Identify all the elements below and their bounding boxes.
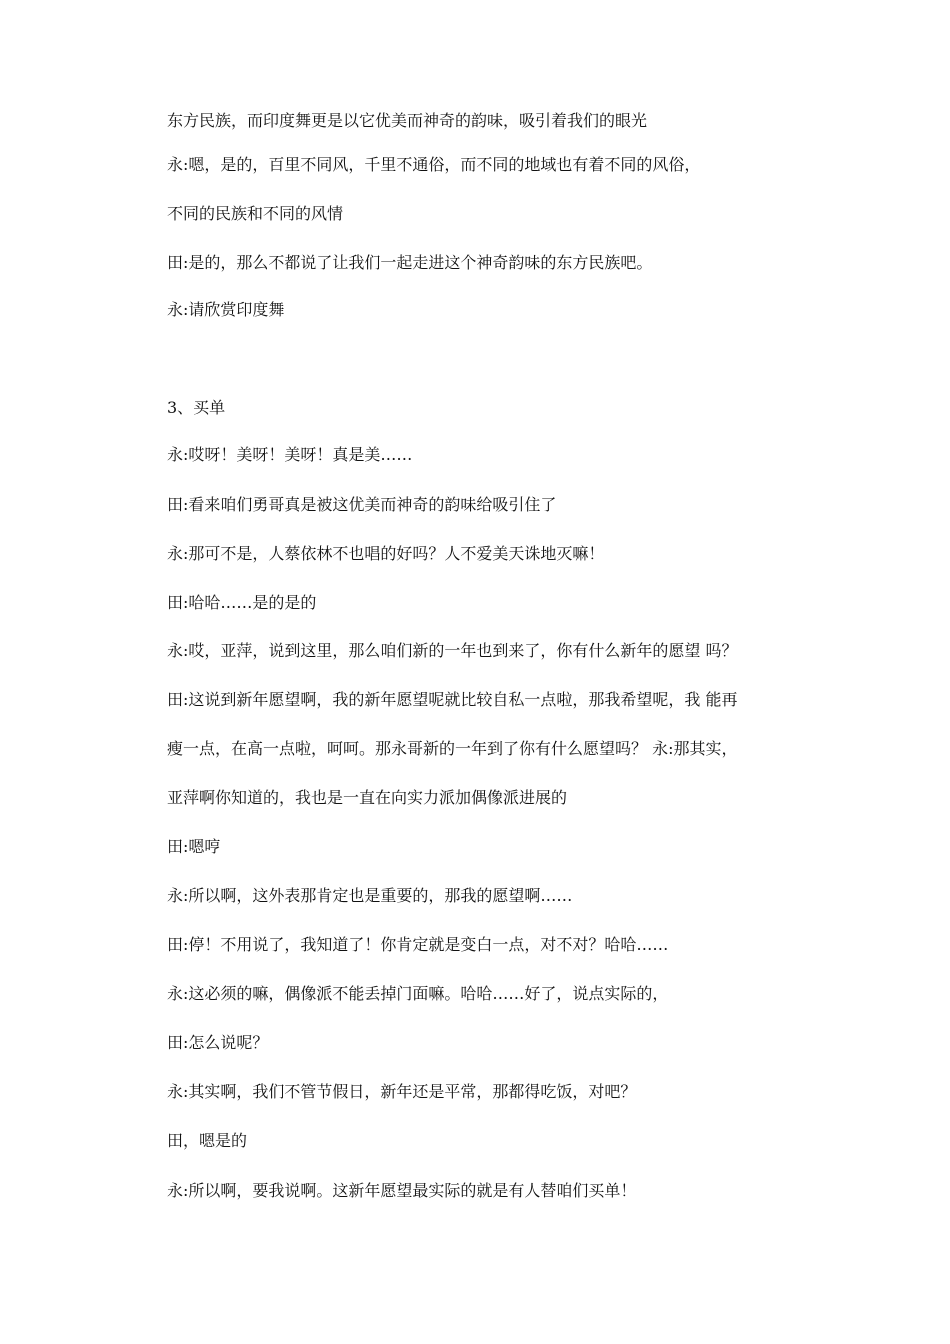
dialogue-line: 永:请欣赏印度舞 xyxy=(167,300,285,319)
dialogue-line: 瘦一点，在高一点啦，呵呵。那永哥新的一年到了你有什么愿望吗？ 永:那其实， xyxy=(167,739,738,758)
dialogue-line: 田:看来咱们勇哥真是被这优美而神奇的韵味给吸引住了 xyxy=(167,495,557,514)
dialogue-line: 田:哈哈……是的是的 xyxy=(167,593,317,612)
dialogue-line: 田:嗯哼 xyxy=(167,837,221,856)
text-line: 东方民族，而印度舞更是以它优美而神奇的韵味，吸引着我们的眼光 xyxy=(167,111,648,130)
dialogue-line: 田:是的，那么不都说了让我们一起走进这个神奇韵味的东方民族吧。 xyxy=(167,253,653,272)
section-heading: 3、买单 xyxy=(167,398,226,417)
dialogue-line: 永:嗯，是的，百里不同风，千里不通俗，而不同的地域也有着不同的风俗， xyxy=(167,155,701,174)
dialogue-line: 永:所以啊，要我说啊。这新年愿望最实际的就是有人替咱们买单！ xyxy=(167,1181,637,1200)
dialogue-line: 田，嗯是的 xyxy=(167,1131,248,1150)
text-line: 不同的民族和不同的风情 xyxy=(167,204,344,223)
dialogue-line: 田:怎么说呢？ xyxy=(167,1033,269,1052)
dialogue-line: 永:哎，亚萍，说到这里，那么咱们新的一年也到来了，你有什么新年的愿望 吗？ xyxy=(167,641,738,660)
dialogue-line: 永:哎呀！美呀！美呀！真是美…… xyxy=(167,445,413,464)
dialogue-line: 永:这必须的嘛，偶像派不能丢掉门面嘛。哈哈……好了，说点实际的， xyxy=(167,984,669,1003)
dialogue-line: 永:其实啊，我们不管节假日，新年还是平常，那都得吃饭，对吧？ xyxy=(167,1082,637,1101)
dialogue-line: 田:停！不用说了，我知道了！你肯定就是变白一点，对不对？哈哈…… xyxy=(167,935,669,954)
dialogue-line: 田:这说到新年愿望啊，我的新年愿望呢就比较自私一点啦，那我希望呢，我 能再 xyxy=(167,690,738,709)
dialogue-line: 永:所以啊，这外表那肯定也是重要的，那我的愿望啊…… xyxy=(167,886,573,905)
dialogue-line: 永:那可不是，人蔡依林不也唱的好吗？人不爱美天诛地灭嘛！ xyxy=(167,544,605,563)
text-line: 亚萍啊你知道的，我也是一直在向实力派加偶像派进展的 xyxy=(167,788,568,807)
